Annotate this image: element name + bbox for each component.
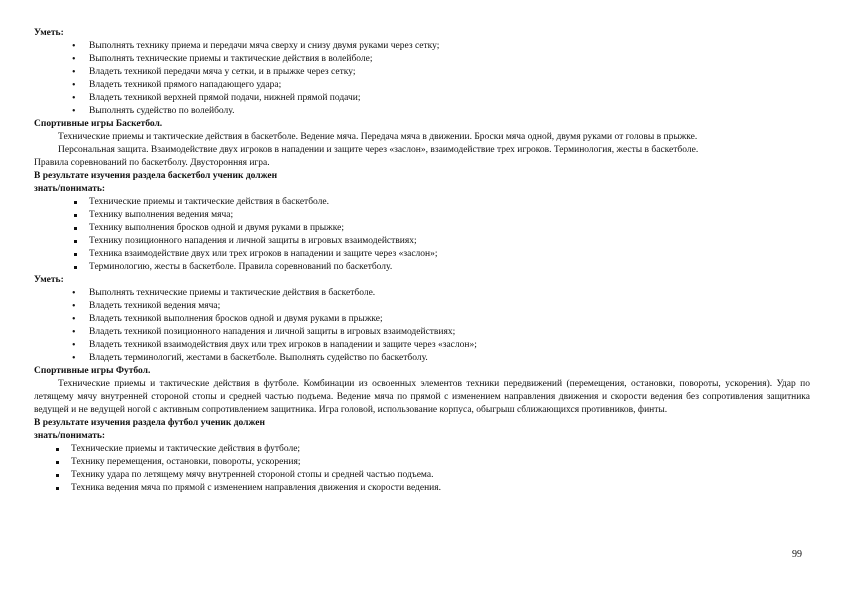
list-item: • Владеть техникой верхней прямой подачи, нижней прямой подачи; (89, 92, 810, 105)
basketball-paragraph-2: Персональная защита. Взаимодействие двух игроков в нападении и защите через «заслон», взаимодействие трех игроков. Терминология, жесты в баскетболе. (58, 145, 699, 155)
list-item: Терминологию, жесты в баскетболе. Правила соревнований по баскетболу. (89, 261, 810, 274)
page-number: 99 (792, 549, 802, 560)
list-item: • Владеть техникой выполнения бросков одной и двумя руками в прыжке; (89, 313, 810, 326)
list-item: • Владеть терминологий, жестами в баскетболе. Выполнять судейство по баскетболу. (89, 352, 810, 365)
basketball-skills-list (89, 287, 810, 365)
basketball-paragraph-3: Правила соревнований по баскетболу. Двусторонняя игра. (34, 158, 270, 168)
list-item: Технику удара по летящему мячу внутренней стороной стопы и средней частью подъема. (71, 469, 810, 482)
list-item: Технику выполнения ведения мяча; (89, 209, 810, 222)
basketball-result-heading: В результате изучения раздела баскетбол ученик должен (34, 171, 278, 181)
football-know-list (71, 443, 810, 495)
basketball-know-list (89, 196, 810, 274)
umet-heading-basketball: Уметь: (34, 275, 64, 285)
volleyball-skills-list (89, 40, 810, 118)
football-result-heading: В результате изучения раздела футбол ученик должен (34, 418, 265, 428)
list-item: • Выполнять судейство по волейболу. (89, 105, 810, 118)
list-item: Технику позиционного нападения и личной защиты в игровых взаимодействиях; (89, 235, 810, 248)
list-item: Технику выполнения бросков одной и двумя руками в прыжке; (89, 222, 810, 235)
list-item: • Владеть техникой взаимодействия двух или трех игроков в нападении и защите через «заслон»; (89, 339, 810, 352)
list-item: • Владеть техникой прямого нападающего удара; (89, 79, 810, 92)
list-item: • Владеть техникой передачи мяча у сетки, и в прыжке через сетку; (89, 66, 810, 79)
football-title: Спортивные игры Футбол. (34, 366, 151, 376)
list-item: Технические приемы и тактические действия в баскетболе. (89, 196, 810, 209)
football-paragraph-1: Технические приемы и тактические действия в футболе. Комбинации из освоенных элементов техники передвижений (перемещения, остановки, повороты, ускорения). Удар по летящему мячу внутренней стороной стопы и средней частью подъема. Ведение мяча по прямой с изменением направления движения и скорости ведения без сопротивления защитника ведущей и не ведущей ногой с активным сопротивлением защитника. Игра головой, использование корпуса, обыгрыш сближающихся противников, финты. (34, 379, 810, 415)
list-item: Технику перемещения, остановки, повороты, ускорения; (71, 456, 810, 469)
basketball-paragraph-1: Технические приемы и тактические действия в баскетболе. Ведение мяча. Передача мяча в движении. Броски мяча одной, двумя руками от головы в прыжке. (58, 132, 698, 142)
basketball-know-heading: знать/понимать: (34, 184, 106, 194)
list-item: Техника ведения мяча по прямой с изменением направления движения и скорости ведения. (71, 482, 810, 495)
list-item: • Владеть техникой позиционного нападения и личной защиты в игровых взаимодействиях; (89, 326, 810, 339)
list-item: Техника взаимодействие двух или трех игроков в нападении и защите через «заслон»; (89, 248, 810, 261)
list-item: • Владеть техникой ведения мяча; (89, 300, 810, 313)
football-know-heading: знать/понимать: (34, 431, 106, 441)
list-item: • Выполнять технику приема и передачи мяча сверху и снизу двумя руками через сетку; (89, 40, 810, 53)
list-item: • Выполнять технические приемы и тактические действия в волейболе; (89, 53, 810, 66)
document-page (34, 27, 810, 495)
list-item: Технические приемы и тактические действия в футболе; (71, 443, 810, 456)
basketball-title: Спортивные игры Баскетбол. (34, 119, 163, 129)
list-item: • Выполнять технические приемы и тактические действия в баскетболе. (89, 287, 810, 300)
umet-heading-volleyball: Уметь: (34, 28, 64, 38)
